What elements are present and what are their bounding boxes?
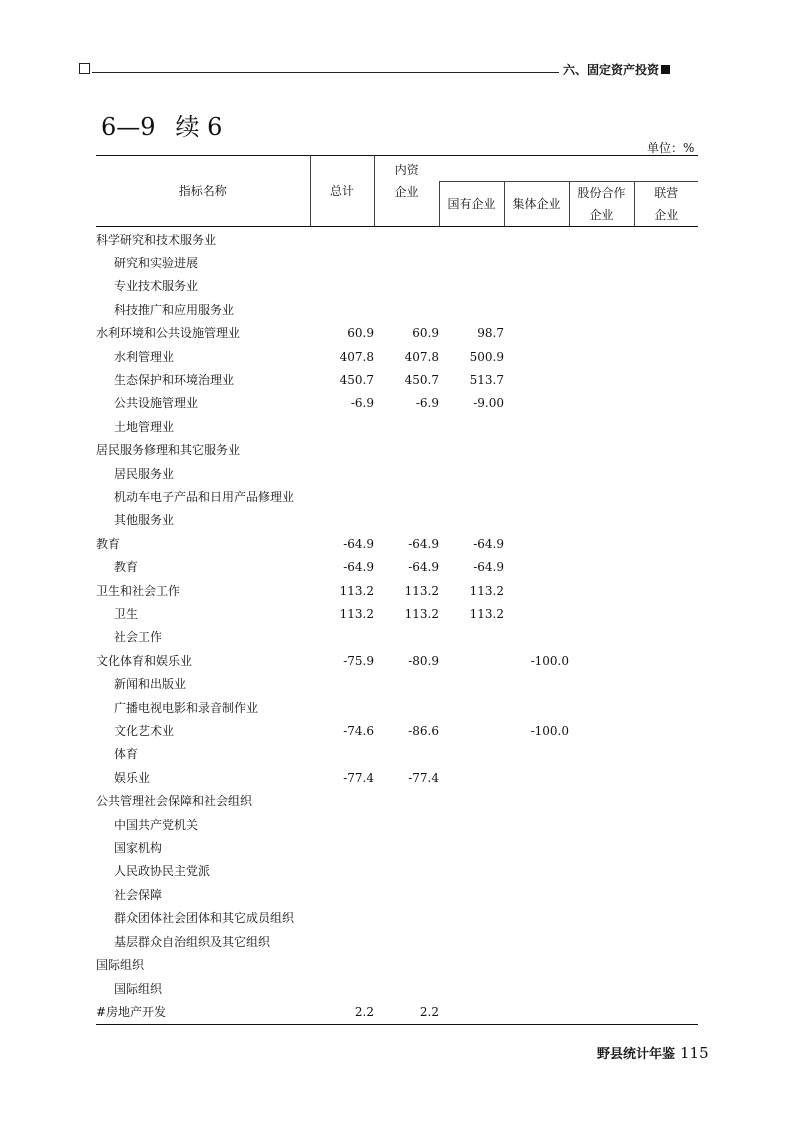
cell-domestic: 2.2 [374, 1001, 439, 1025]
row-label: 公共管理社会保障和社会组织 [96, 794, 253, 809]
table-row [96, 978, 698, 1001]
cell-collective [504, 603, 569, 626]
cell-collective: -100.0 [530, 724, 569, 739]
row-label: 国际组织 [114, 981, 163, 996]
cell-domestic: -64.9 [408, 560, 439, 575]
column-header-joint-stock [569, 181, 634, 226]
cell-total: -64.9 [343, 536, 374, 551]
cell-domestic [374, 837, 439, 860]
column-header-domestic-line1: 内资 [374, 156, 439, 182]
row-label: 文化体育和娱乐业 [96, 653, 193, 668]
table-row [96, 837, 698, 860]
filled-square-icon [661, 65, 670, 74]
table-row [96, 720, 698, 743]
cell-state: 113.2 [469, 583, 504, 598]
cell-state: -64.9 [473, 536, 504, 551]
cell-total [310, 486, 374, 509]
table-row [96, 509, 698, 532]
cell-stock [569, 931, 634, 954]
cell-stock [569, 226, 634, 252]
data-table [96, 155, 698, 1025]
page-number: 115 [680, 1044, 709, 1062]
table-row [96, 580, 698, 603]
cell-collective [504, 626, 569, 649]
row-label: 教育 [96, 536, 121, 551]
cell-collective [504, 533, 569, 556]
cell-joint [634, 814, 698, 837]
cell-state [439, 954, 504, 977]
page-title [101, 107, 222, 142]
cell-collective [504, 673, 569, 696]
column-header-joint [634, 181, 698, 226]
table-row [96, 322, 698, 345]
cell-domestic: 407.8 [404, 349, 439, 364]
cell-domestic: -77.4 [408, 770, 439, 785]
unit-label: 单位：% [647, 141, 695, 155]
cell-total [310, 439, 374, 462]
cell-joint [634, 346, 698, 369]
table-row [96, 252, 698, 275]
cell-state [439, 860, 504, 883]
table-row [96, 860, 698, 883]
cell-domestic [374, 814, 439, 837]
cell-joint [634, 533, 698, 556]
cell-state [439, 650, 504, 673]
row-label: #房地产开发 [96, 1001, 310, 1025]
cell-joint [634, 1001, 698, 1025]
cell-stock [569, 322, 634, 345]
cell-collective [504, 978, 569, 1001]
book-title: 野县统计年鉴 [597, 1047, 676, 1062]
cell-collective [504, 837, 569, 860]
cell-total: -75.9 [343, 653, 374, 668]
cell-joint [634, 556, 698, 579]
row-label: 居民服务修理和其它服务业 [96, 443, 241, 458]
cell-state [439, 767, 504, 790]
table-number: 6—9 [101, 113, 156, 141]
cell-state [439, 978, 504, 1001]
table-row [96, 884, 698, 907]
row-label: 机动车电子产品和日用产品修理业 [114, 489, 295, 504]
joint-line2: 企业 [654, 207, 679, 222]
row-label: 公共设施管理业 [114, 396, 199, 411]
table-row [96, 790, 698, 813]
cell-collective [504, 556, 569, 579]
cell-state [439, 463, 504, 486]
cell-collective [504, 275, 569, 298]
cell-total: -77.4 [343, 770, 374, 785]
row-label: 新闻和出版业 [114, 677, 187, 692]
cell-domestic [374, 931, 439, 954]
row-label: 国际组织 [96, 958, 145, 973]
cell-stock [569, 837, 634, 860]
cell-stock [569, 463, 634, 486]
cell-total [310, 931, 374, 954]
row-label: 居民服务业 [114, 466, 175, 481]
cell-collective [504, 580, 569, 603]
cell-stock [569, 954, 634, 977]
cell-state: 500.9 [469, 349, 504, 364]
cell-collective [504, 392, 569, 415]
cell-stock [569, 439, 634, 462]
table-row [96, 954, 698, 977]
cell-joint [634, 978, 698, 1001]
cell-joint [634, 275, 698, 298]
cell-state [439, 720, 504, 743]
row-label: 科技推广和应用服务业 [114, 302, 235, 317]
cell-total [310, 416, 374, 439]
cell-state [439, 743, 504, 766]
table-row [96, 767, 698, 790]
column-header-collective: 集体企业 [504, 181, 569, 226]
page-footer [597, 1043, 709, 1062]
cell-stock [569, 275, 634, 298]
joint-line1: 联营 [654, 185, 679, 200]
cell-collective [504, 346, 569, 369]
cell-collective [504, 509, 569, 532]
table-row [96, 673, 698, 696]
cell-total [310, 509, 374, 532]
cell-state: 98.7 [477, 326, 504, 341]
cell-domestic [374, 790, 439, 813]
cell-domestic [374, 275, 439, 298]
cell-stock [569, 697, 634, 720]
cell-total [310, 673, 374, 696]
table-row [96, 416, 698, 439]
cell-total [310, 697, 374, 720]
cell-joint [634, 486, 698, 509]
table-row [96, 392, 698, 415]
cell-state: -64.9 [473, 560, 504, 575]
cell-collective [504, 954, 569, 977]
cell-total [310, 743, 374, 766]
header-spacer [439, 156, 698, 182]
cell-state [439, 275, 504, 298]
cell-joint [634, 580, 698, 603]
cell-stock [569, 790, 634, 813]
cell-stock [569, 814, 634, 837]
cell-total [310, 814, 374, 837]
cell-stock [569, 346, 634, 369]
cell-total [310, 884, 374, 907]
cell-total [310, 837, 374, 860]
table-row [96, 697, 698, 720]
cell-domestic [374, 743, 439, 766]
row-label: 中国共产党机关 [114, 817, 199, 832]
cell-stock [569, 767, 634, 790]
table-row [96, 1001, 698, 1025]
cell-joint [634, 626, 698, 649]
row-label: 国家机构 [114, 841, 163, 856]
joint-stock-line2: 企业 [589, 207, 614, 222]
cell-total: 113.2 [339, 607, 374, 621]
cell-stock [569, 603, 634, 626]
column-header-total: 总计 [310, 156, 374, 227]
cell-collective [504, 814, 569, 837]
chapter-title: 六、固定资产投资 [563, 63, 660, 77]
table-row [96, 556, 698, 579]
cell-collective [504, 486, 569, 509]
cell-state: 513.7 [469, 372, 504, 387]
cell-state [439, 814, 504, 837]
table-row [96, 931, 698, 954]
cell-collective [504, 743, 569, 766]
row-label: 生态保护和环境治理业 [114, 372, 235, 387]
cell-collective [504, 697, 569, 720]
cell-domestic [374, 978, 439, 1001]
cell-stock [569, 392, 634, 415]
cell-joint [634, 884, 698, 907]
cell-collective [504, 416, 569, 439]
table-row [96, 626, 698, 649]
cell-stock [569, 486, 634, 509]
cell-collective [504, 252, 569, 275]
cell-joint [634, 860, 698, 883]
table-row [96, 369, 698, 392]
cell-joint [634, 650, 698, 673]
row-label: 水利管理业 [114, 349, 175, 364]
table-row [96, 814, 698, 837]
cell-joint [634, 673, 698, 696]
cell-domestic [374, 697, 439, 720]
cell-domestic [374, 252, 439, 275]
cell-joint [634, 720, 698, 743]
table-row [96, 463, 698, 486]
cell-state [439, 884, 504, 907]
cell-domestic: -6.9 [415, 396, 439, 411]
row-label: 文化艺术业 [114, 724, 175, 739]
cell-total: 60.9 [347, 326, 374, 341]
cell-joint [634, 322, 698, 345]
cell-joint [634, 907, 698, 930]
cell-state [439, 931, 504, 954]
cell-total [310, 954, 374, 977]
cell-state [439, 697, 504, 720]
cell-total [310, 907, 374, 930]
row-label: 水利环境和公共设施管理业 [96, 326, 241, 341]
cell-state [439, 486, 504, 509]
cell-collective [504, 860, 569, 883]
cell-stock [569, 743, 634, 766]
cell-domestic: -64.9 [408, 536, 439, 551]
cell-joint [634, 509, 698, 532]
cell-total [310, 299, 374, 322]
row-label: 基层群众自治组织及其它组织 [114, 934, 271, 949]
cell-joint [634, 767, 698, 790]
cell-state: -9.00 [473, 396, 504, 411]
cell-total [310, 226, 374, 252]
cell-domestic [374, 439, 439, 462]
cell-collective [504, 1001, 569, 1025]
row-label: 社会保障 [114, 887, 163, 902]
table-row [96, 603, 698, 626]
row-label: 人民政协民主党派 [114, 864, 211, 879]
table-row [96, 907, 698, 930]
row-label: 娱乐业 [114, 770, 151, 785]
cell-domestic [374, 226, 439, 252]
table-row [96, 486, 698, 509]
cell-collective [504, 884, 569, 907]
row-label: 教育 [114, 560, 139, 575]
cell-domestic: 113.2 [404, 583, 439, 598]
cell-total [310, 252, 374, 275]
cell-collective [504, 767, 569, 790]
row-label: 卫生 [114, 607, 139, 621]
cell-stock [569, 299, 634, 322]
cell-stock [569, 860, 634, 883]
cell-state [439, 626, 504, 649]
cell-state [439, 673, 504, 696]
cell-total: -64.9 [343, 560, 374, 575]
cell-state: 113.2 [469, 607, 504, 621]
cell-domestic [374, 907, 439, 930]
cell-state [439, 416, 504, 439]
cell-domestic [374, 486, 439, 509]
cell-total [310, 790, 374, 813]
cell-joint [634, 954, 698, 977]
cell-stock [569, 884, 634, 907]
cell-state [439, 837, 504, 860]
cell-total: 2.2 [310, 1001, 374, 1025]
cell-joint [634, 743, 698, 766]
cell-collective [504, 439, 569, 462]
table-row [96, 533, 698, 556]
cell-stock [569, 673, 634, 696]
cell-domestic [374, 954, 439, 977]
cell-stock [569, 720, 634, 743]
cell-joint [634, 439, 698, 462]
cell-collective [504, 790, 569, 813]
cell-collective [504, 931, 569, 954]
row-label: 其他服务业 [114, 513, 175, 528]
cell-stock [569, 650, 634, 673]
cell-domestic [374, 884, 439, 907]
cell-domestic: -80.9 [408, 653, 439, 668]
column-header-state-owned: 国有企业 [439, 181, 504, 226]
cell-state [439, 299, 504, 322]
cell-joint [634, 299, 698, 322]
cell-collective [504, 322, 569, 345]
cell-total: 407.8 [339, 349, 374, 364]
table-row [96, 439, 698, 462]
cell-joint [634, 463, 698, 486]
row-label: 研究和实验进展 [114, 255, 199, 270]
cell-total: -74.6 [343, 724, 374, 739]
cell-collective [504, 369, 569, 392]
cell-state [439, 226, 504, 252]
table-row [96, 226, 698, 252]
cell-stock [569, 509, 634, 532]
cell-domestic: -86.6 [408, 724, 439, 739]
cell-joint [634, 226, 698, 252]
cell-stock [569, 533, 634, 556]
column-header-name: 指标名称 [96, 156, 310, 227]
cell-joint [634, 837, 698, 860]
cell-domestic [374, 299, 439, 322]
cell-stock [569, 978, 634, 1001]
cell-collective [504, 226, 569, 252]
cell-stock [569, 580, 634, 603]
cell-total [310, 626, 374, 649]
cell-stock [569, 252, 634, 275]
cell-domestic [374, 463, 439, 486]
cell-joint [634, 369, 698, 392]
row-label: 广播电视电影和录音制作业 [114, 700, 259, 715]
cell-state [439, 1001, 504, 1025]
joint-stock-line1: 股份合作 [577, 185, 626, 200]
header-rule [92, 72, 559, 73]
cell-total: 450.7 [339, 372, 374, 387]
cell-state [439, 252, 504, 275]
cell-total [310, 860, 374, 883]
cell-state [439, 439, 504, 462]
cell-stock [569, 907, 634, 930]
cell-domestic [374, 860, 439, 883]
cell-domestic: 113.2 [404, 607, 439, 621]
row-label: 卫生和社会工作 [96, 583, 181, 598]
cell-joint [634, 931, 698, 954]
cell-domestic: 450.7 [404, 372, 439, 387]
cell-domestic [374, 416, 439, 439]
cell-state [439, 790, 504, 813]
table-row [96, 743, 698, 766]
cell-collective [504, 463, 569, 486]
row-label: 社会工作 [114, 630, 163, 645]
cell-total: 113.2 [339, 583, 374, 598]
cell-total [310, 275, 374, 298]
cell-joint [634, 252, 698, 275]
column-header-domestic-line2: 企业 [374, 181, 439, 226]
cell-domestic [374, 509, 439, 532]
cell-stock [569, 556, 634, 579]
row-label: 体育 [114, 747, 139, 762]
cell-total: -6.9 [350, 396, 374, 411]
table-row [96, 346, 698, 369]
cell-joint [634, 697, 698, 720]
cell-stock [569, 369, 634, 392]
header-square-marker [79, 63, 90, 74]
cell-joint [634, 603, 698, 626]
cell-domestic [374, 673, 439, 696]
cell-stock [569, 626, 634, 649]
cell-state [439, 907, 504, 930]
cell-state [439, 509, 504, 532]
cell-collective [504, 299, 569, 322]
cell-joint [634, 416, 698, 439]
cell-domestic: 60.9 [412, 326, 439, 341]
row-label: 土地管理业 [114, 419, 175, 434]
cell-joint [634, 790, 698, 813]
table-body [96, 226, 698, 1025]
running-header [563, 61, 670, 78]
cell-stock [569, 1001, 634, 1025]
cell-stock [569, 416, 634, 439]
cell-total [310, 978, 374, 1001]
cell-collective: -100.0 [530, 653, 569, 668]
table-row [96, 275, 698, 298]
cell-domestic [374, 626, 439, 649]
cell-total [310, 463, 374, 486]
table-row [96, 650, 698, 673]
table-title-text: 续 6 [175, 113, 223, 141]
row-label: 群众团体社会团体和其它成员组织 [114, 911, 295, 926]
cell-joint [634, 392, 698, 415]
cell-collective [504, 907, 569, 930]
row-label: 专业技术服务业 [114, 279, 199, 294]
row-label: 科学研究和技术服务业 [96, 232, 217, 247]
table-row [96, 299, 698, 322]
